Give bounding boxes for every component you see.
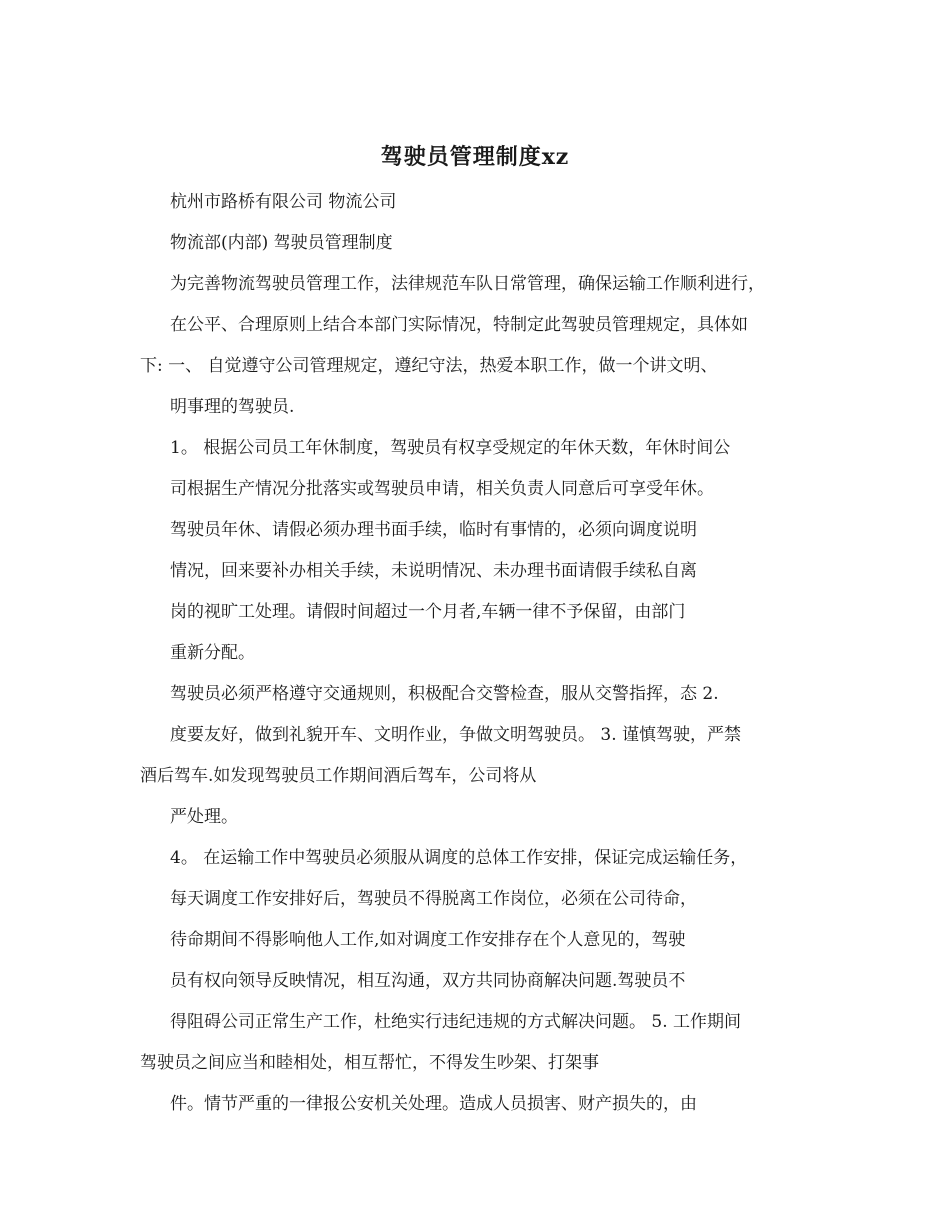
text-line: 度要友好，做到礼貌开车、文明作业，争做文明驾驶员。 3. 谨慎驾驶，严禁 [170, 725, 742, 745]
text-line: 酒后驾车.如发现驾驶员工作期间酒后驾车，公司将从 [140, 766, 537, 786]
text-line: 岗的视旷工处理。请假时间超过一个月者,车辆一律不予保留，由部门 [170, 602, 686, 622]
text-line-subtitle: 物流部(内部) 驾驶员管理制度 [170, 233, 393, 253]
text-line: 驾驶员之间应当和睦相处，相互帮忙，不得发生吵架、打架事 [140, 1053, 599, 1073]
text-line: 情况，回来要补办相关手续，未说明情况、未办理书面请假手续私自离 [170, 561, 697, 581]
text-line-company: 杭州市路桥有限公司 物流公司 [170, 192, 397, 212]
text-line: 下: 一、 自觉遵守公司管理规定，遵纪守法，热爱本职工作，做一个讲文明、 [140, 356, 718, 376]
text-line: 驾驶员必须严格遵守交通规则，积极配合交警检查，服从交警指挥，态 2. [170, 684, 719, 704]
text-line: 明事理的驾驶员. [170, 397, 295, 417]
text-line: 每天调度工作安排好后，驾驶员不得脱离工作岗位，必须在公司待命， [170, 889, 697, 909]
text-line: 重新分配。 [170, 643, 255, 663]
text-line: 员有权向领导反映情况，相互沟通，双方共同协商解决问题.驾驶员不 [170, 971, 686, 991]
text-line: 驾驶员年休、请假必须办理书面手续，临时有事情的，必须向调度说明 [170, 520, 697, 540]
text-line: 待命期间不得影响他人工作,如对调度工作安排存在个人意见的，驾驶 [170, 930, 686, 950]
text-line: 司根据生产情况分批落实或驾驶员申请，相关负责人同意后可享受年休。 [170, 479, 714, 499]
text-line: 件。情节严重的一律报公安机关处理。造成人员损害、财产损失的，由 [170, 1094, 697, 1114]
text-line: 严处理。 [170, 807, 238, 827]
text-line: 1。 根据公司员工年休制度，驾驶员有权享受规定的年休天数，年休时间公 [170, 438, 731, 458]
text-line: 为完善物流驾驶员管理工作，法律规范车队日常管理，确保运输工作顺利进行， [170, 274, 765, 294]
text-line: 在公平、合理原则上结合本部门实际情况，特制定此驾驶员管理规定，具体如 [170, 315, 748, 335]
text-line: 得阻碍公司正常生产工作，杜绝实行违纪违规的方式解决问题。 5. 工作期间 [170, 1012, 742, 1032]
text-line: 4。 在运输工作中驾驶员必须服从调度的总体工作安排，保证完成运输任务， [170, 848, 748, 868]
document-title: 驾驶员管理制度xz [380, 144, 570, 170]
